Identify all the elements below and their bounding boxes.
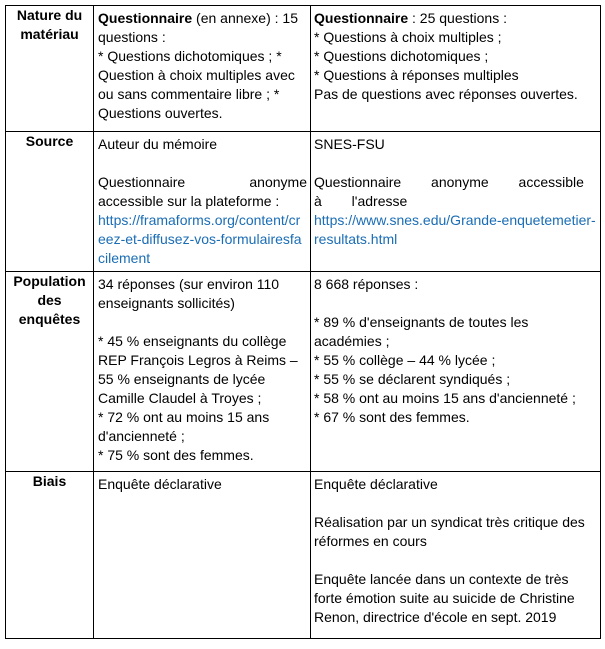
nature-col2-heading-rest: : 25 questions : bbox=[408, 10, 507, 26]
nature-col2-item: * Questions à choix multiples ; bbox=[314, 29, 502, 45]
spacer bbox=[314, 294, 596, 313]
label-biais: Biais bbox=[6, 472, 94, 639]
source-col1 bbox=[94, 132, 311, 272]
spacer bbox=[314, 154, 596, 173]
nature-col1-item: * Questions dichotomiques ; * Question à choix multiples avec ou sans commentaire libre ; * Questions ouvertes. bbox=[98, 48, 295, 121]
population-col2-item: * 89 % d'enseignants de toutes les académies ; bbox=[314, 314, 529, 349]
population-col1 bbox=[94, 272, 311, 472]
row-source bbox=[6, 132, 601, 272]
row-population bbox=[6, 272, 601, 472]
population-col1-intro: 34 réponses (sur environ 110 enseignants sollicités) bbox=[98, 276, 280, 311]
nature-col2-heading: Questionnaire bbox=[314, 10, 409, 26]
biais-col1-text: Enquête déclarative bbox=[98, 476, 222, 492]
biais-col2 bbox=[311, 472, 601, 639]
biais-col2-paragraph: Enquête lancée dans un contexte de très forte émotion suite au suicide de Christine Renon, directrice d'école en sept. 2019 bbox=[314, 571, 575, 625]
nature-col1 bbox=[94, 6, 311, 132]
source-col1-author: Auteur du mémoire bbox=[98, 136, 218, 152]
spacer bbox=[98, 154, 307, 173]
spacer bbox=[314, 551, 596, 570]
source-col1-text: Questionnaire anonyme accessible sur la plateforme : bbox=[98, 174, 307, 209]
source-col1-link[interactable]: https://framaforms.org/content/creez-et-diffusez-vos-formulairesfacilement bbox=[98, 212, 302, 266]
row-nature bbox=[6, 6, 601, 132]
comparison-table bbox=[5, 5, 601, 639]
nature-col2-item: * Questions dichotomiques ; bbox=[314, 48, 489, 64]
population-col2-intro: 8 668 réponses : bbox=[314, 276, 419, 292]
population-col1-item: * 45 % enseignants du collège REP François Legros à Reims – 55 % enseignants de lycée Camille Claudel à Troyes ; bbox=[98, 333, 298, 406]
label-population: Population des enquêtes bbox=[6, 272, 94, 472]
spacer bbox=[98, 313, 307, 332]
population-col2-item: * 67 % sont des femmes. bbox=[314, 409, 470, 425]
population-col2-item: * 55 % collège – 44 % lycée ; bbox=[314, 352, 496, 368]
population-col2-item: * 58 % ont au moins 15 ans d'ancienneté ; bbox=[314, 390, 576, 406]
nature-col2 bbox=[311, 6, 601, 132]
nature-col2-item: * Questions à réponses multiples bbox=[314, 67, 519, 83]
source-col2-author: SNES-FSU bbox=[314, 136, 385, 152]
population-col1-item: * 72 % ont au moins 15 ans d'ancienneté ; bbox=[98, 409, 270, 444]
label-source: Source bbox=[6, 132, 94, 272]
biais-col1 bbox=[94, 472, 311, 639]
population-col2 bbox=[311, 272, 601, 472]
source-col2-text: Questionnaire anonyme accessible à l'adresse bbox=[314, 174, 584, 209]
spacer bbox=[314, 494, 596, 513]
label-nature: Nature du matériau bbox=[6, 6, 94, 132]
row-biais bbox=[6, 472, 601, 639]
biais-col2-paragraph: Réalisation par un syndicat très critique des réformes en cours bbox=[314, 514, 585, 549]
source-col2-link[interactable]: https://www.snes.edu/Grande-enquetemetier-resultats.html bbox=[314, 212, 596, 247]
biais-col2-paragraph: Enquête déclarative bbox=[314, 476, 438, 492]
population-col2-item: * 55 % se déclarent syndiqués ; bbox=[314, 371, 511, 387]
source-col2 bbox=[311, 132, 601, 272]
nature-col2-item: Pas de questions avec réponses ouvertes. bbox=[314, 86, 578, 102]
population-col1-item: * 75 % sont des femmes. bbox=[98, 447, 254, 463]
nature-col1-heading: Questionnaire bbox=[98, 10, 193, 26]
nature-col1-heading-rest: (en annexe) : 15 questions : bbox=[98, 10, 298, 45]
